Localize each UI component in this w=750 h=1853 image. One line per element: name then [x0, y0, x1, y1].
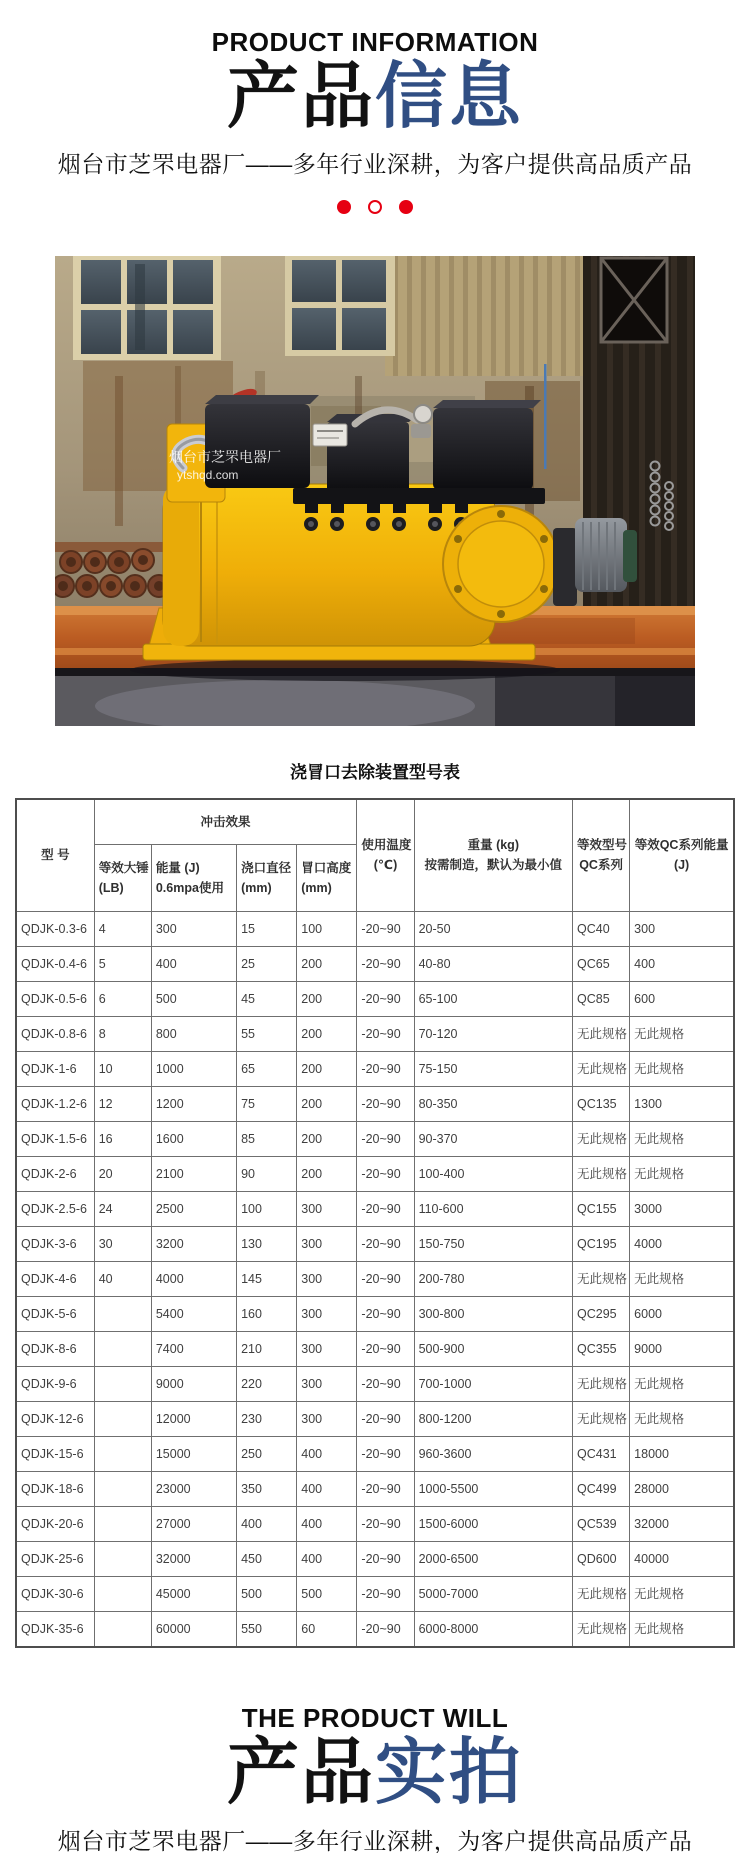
table-cell: 200 — [297, 1087, 357, 1122]
table-row — [16, 947, 734, 982]
table-cell: 450 — [237, 1542, 297, 1577]
table-cell: 800 — [151, 1017, 236, 1052]
table-cell: QDJK-0.8-6 — [16, 1017, 94, 1052]
table-row — [16, 912, 734, 947]
table-title: 浇冒口去除装置型号表 — [290, 763, 460, 783]
table-row — [16, 1087, 734, 1122]
table-cell — [94, 1507, 151, 1542]
product-photo — [55, 256, 695, 726]
table-cell: 4 — [94, 912, 151, 947]
header-energy: 能量 (J) 0.6mpa使用 — [151, 845, 236, 912]
table-cell: 3000 — [630, 1192, 734, 1227]
table-row — [16, 1437, 734, 1472]
table-cell: -20~90 — [357, 1437, 414, 1472]
table-cell: 无此规格 — [630, 1157, 734, 1192]
table-cell: QC355 — [573, 1332, 630, 1367]
header-impact-group: 冲击效果 — [94, 799, 357, 845]
table-row — [16, 1297, 734, 1332]
model-table-body — [16, 912, 734, 1648]
table-cell: QDJK-8-6 — [16, 1332, 94, 1367]
table-row — [16, 1017, 734, 1052]
table-cell: 40-80 — [414, 947, 572, 982]
table-cell: 550 — [237, 1612, 297, 1648]
table-cell: QC65 — [573, 947, 630, 982]
table-cell: QDJK-3-6 — [16, 1227, 94, 1262]
header-temp: 使用温度 (℃) — [357, 799, 414, 912]
table-cell: QDJK-9-6 — [16, 1367, 94, 1402]
table-cell: 4000 — [630, 1227, 734, 1262]
table-cell: -20~90 — [357, 1087, 414, 1122]
table-cell: QDJK-35-6 — [16, 1612, 94, 1648]
table-cell: QDJK-18-6 — [16, 1472, 94, 1507]
table-cell: QDJK-15-6 — [16, 1437, 94, 1472]
table-cell: 6000-8000 — [414, 1612, 572, 1648]
table-cell: 12000 — [151, 1402, 236, 1437]
table-cell: 24 — [94, 1192, 151, 1227]
header-qc-model: 等效型号 QC系列 — [573, 799, 630, 912]
table-cell: 5 — [94, 947, 151, 982]
table-cell: -20~90 — [357, 1192, 414, 1227]
table-cell: 无此规格 — [630, 1577, 734, 1612]
table-cell: 600 — [630, 982, 734, 1017]
table-cell: 2000-6500 — [414, 1542, 572, 1577]
table-cell: 130 — [237, 1227, 297, 1262]
table-row — [16, 1402, 734, 1437]
table-row — [16, 1542, 734, 1577]
table-cell: QDJK-25-6 — [16, 1542, 94, 1577]
table-cell: 300-800 — [414, 1297, 572, 1332]
table-cell — [94, 1297, 151, 1332]
table-cell: QDJK-1.2-6 — [16, 1087, 94, 1122]
table-cell: 350 — [237, 1472, 297, 1507]
table-cell: 70-120 — [414, 1017, 572, 1052]
table-cell: -20~90 — [357, 982, 414, 1017]
table-cell — [94, 1437, 151, 1472]
table-cell: QC195 — [573, 1227, 630, 1262]
table-cell: 300 — [297, 1227, 357, 1262]
table-cell: 6000 — [630, 1297, 734, 1332]
table-cell: 32000 — [630, 1507, 734, 1542]
table-cell: 110-600 — [414, 1192, 572, 1227]
table-cell: 60000 — [151, 1612, 236, 1648]
table-cell: 1000-5500 — [414, 1472, 572, 1507]
table-cell: 400 — [297, 1542, 357, 1577]
table-cell — [94, 1367, 151, 1402]
table-cell: -20~90 — [357, 1542, 414, 1577]
dot-filled-icon — [399, 200, 413, 214]
table-cell: QDJK-1.5-6 — [16, 1122, 94, 1157]
page-title — [0, 56, 750, 137]
table-cell: QDJK-4-6 — [16, 1262, 94, 1297]
table-cell: QDJK-2.5-6 — [16, 1192, 94, 1227]
table-cell: QC499 — [573, 1472, 630, 1507]
table-row — [16, 1227, 734, 1262]
table-cell: 12 — [94, 1087, 151, 1122]
table-cell: 200 — [297, 1052, 357, 1087]
table-cell: 无此规格 — [573, 1577, 630, 1612]
table-cell: 960-3600 — [414, 1437, 572, 1472]
table-cell: 8 — [94, 1017, 151, 1052]
table-cell: 200 — [297, 1122, 357, 1157]
table-cell: 18000 — [630, 1437, 734, 1472]
table-cell: 无此规格 — [630, 1402, 734, 1437]
table-cell: QC85 — [573, 982, 630, 1017]
table-cell: 28000 — [630, 1472, 734, 1507]
section2-title — [0, 1732, 750, 1813]
factory-slogan-2: 烟台市芝罘电器厂——多年行业深耕，为客户提供高品质产品 — [57, 1827, 693, 1853]
table-cell: 800-1200 — [414, 1402, 572, 1437]
table-cell: 400 — [297, 1472, 357, 1507]
model-spec-table — [15, 798, 735, 1648]
table-cell: 5400 — [151, 1297, 236, 1332]
table-cell — [94, 1577, 151, 1612]
table-cell: 10 — [94, 1052, 151, 1087]
table-cell: 145 — [237, 1262, 297, 1297]
table-cell: 无此规格 — [573, 1052, 630, 1087]
table-cell: QDJK-2-6 — [16, 1157, 94, 1192]
table-cell: 1300 — [630, 1087, 734, 1122]
table-cell: QDJK-0.5-6 — [16, 982, 94, 1017]
table-cell: 230 — [237, 1402, 297, 1437]
table-cell: 200 — [297, 982, 357, 1017]
table-cell: 90 — [237, 1157, 297, 1192]
table-cell: 300 — [297, 1332, 357, 1367]
table-cell: 700-1000 — [414, 1367, 572, 1402]
dot-hollow-icon — [368, 200, 382, 214]
table-cell: 250 — [237, 1437, 297, 1472]
table-cell: 65 — [237, 1052, 297, 1087]
table-cell: 65-100 — [414, 982, 572, 1017]
table-cell: QDJK-1-6 — [16, 1052, 94, 1087]
table-cell: 200 — [297, 1017, 357, 1052]
header-riser-height: 冒口高度 (mm) — [297, 845, 357, 912]
table-cell: QDJK-20-6 — [16, 1507, 94, 1542]
table-cell: 200-780 — [414, 1262, 572, 1297]
table-cell: 60 — [297, 1612, 357, 1648]
table-row — [16, 1157, 734, 1192]
section-product-information — [0, 0, 750, 214]
table-cell: -20~90 — [357, 912, 414, 947]
table-cell — [94, 1612, 151, 1648]
table-cell: 160 — [237, 1297, 297, 1332]
table-cell: 500 — [297, 1577, 357, 1612]
table-cell: QDJK-0.4-6 — [16, 947, 94, 982]
table-cell — [94, 1472, 151, 1507]
table-cell: 500 — [237, 1577, 297, 1612]
page-title-black: 产品 — [226, 56, 375, 137]
table-cell: QC295 — [573, 1297, 630, 1332]
table-cell: 1500-6000 — [414, 1507, 572, 1542]
table-cell: 2100 — [151, 1157, 236, 1192]
table-cell: 无此规格 — [573, 1612, 630, 1648]
table-cell: 无此规格 — [630, 1017, 734, 1052]
table-cell: 200 — [297, 947, 357, 982]
table-cell: 300 — [297, 1262, 357, 1297]
table-cell: 55 — [237, 1017, 297, 1052]
table-cell: 100-400 — [414, 1157, 572, 1192]
table-cell: 40 — [94, 1262, 151, 1297]
table-cell: 2500 — [151, 1192, 236, 1227]
table-cell: QC155 — [573, 1192, 630, 1227]
table-cell: 无此规格 — [573, 1157, 630, 1192]
table-cell: 45 — [237, 982, 297, 1017]
table-cell: QC135 — [573, 1087, 630, 1122]
table-cell: -20~90 — [357, 1297, 414, 1332]
table-header-row-1 — [16, 799, 734, 845]
table-cell: -20~90 — [357, 1612, 414, 1648]
table-cell: 400 — [297, 1507, 357, 1542]
eyebrow-title-en-2: THE PRODUCT WILL — [241, 1703, 509, 1734]
table-cell: -20~90 — [357, 1402, 414, 1437]
table-cell: 300 — [297, 1402, 357, 1437]
table-cell: 5000-7000 — [414, 1577, 572, 1612]
table-cell: -20~90 — [357, 1017, 414, 1052]
table-cell: -20~90 — [357, 1577, 414, 1612]
table-cell: -20~90 — [357, 1052, 414, 1087]
table-cell: 15000 — [151, 1437, 236, 1472]
table-cell: 300 — [297, 1192, 357, 1227]
table-cell: 25 — [237, 947, 297, 982]
table-cell: 210 — [237, 1332, 297, 1367]
table-cell: 无此规格 — [573, 1262, 630, 1297]
table-row — [16, 1122, 734, 1157]
table-cell: 3200 — [151, 1227, 236, 1262]
table-row — [16, 1367, 734, 1402]
table-cell: 500-900 — [414, 1332, 572, 1367]
table-row — [16, 1262, 734, 1297]
table-cell: 300 — [630, 912, 734, 947]
dot-filled-icon — [337, 200, 351, 214]
table-cell: 无此规格 — [630, 1052, 734, 1087]
eyebrow-title-en: PRODUCT INFORMATION — [211, 27, 539, 57]
table-cell: 32000 — [151, 1542, 236, 1577]
table-cell: 400 — [297, 1437, 357, 1472]
table-cell: 400 — [630, 947, 734, 982]
table-cell: 500 — [151, 982, 236, 1017]
table-cell: -20~90 — [357, 1507, 414, 1542]
table-cell: 6 — [94, 982, 151, 1017]
table-cell: 27000 — [151, 1507, 236, 1542]
table-cell: -20~90 — [357, 1332, 414, 1367]
table-cell: QD600 — [573, 1542, 630, 1577]
table-cell: -20~90 — [357, 947, 414, 982]
factory-slogan: 烟台市芝罘电器厂——多年行业深耕，为客户提供高品质产品 — [57, 151, 693, 178]
table-cell: 无此规格 — [630, 1612, 734, 1648]
table-cell: 无此规格 — [630, 1262, 734, 1297]
table-cell: 无此规格 — [573, 1122, 630, 1157]
table-cell: -20~90 — [357, 1157, 414, 1192]
header-gate-diameter: 浇口直径 (mm) — [237, 845, 297, 912]
table-cell: 7400 — [151, 1332, 236, 1367]
table-cell: 40000 — [630, 1542, 734, 1577]
table-row — [16, 1612, 734, 1648]
table-cell: 400 — [151, 947, 236, 982]
table-cell — [94, 1402, 151, 1437]
section2-title-blue: 实拍 — [375, 1732, 524, 1813]
table-cell: QC539 — [573, 1507, 630, 1542]
table-cell: 220 — [237, 1367, 297, 1402]
table-cell: QDJK-0.3-6 — [16, 912, 94, 947]
header-qc-energy: 等效QC系列能量 (J) — [630, 799, 734, 912]
table-cell: 300 — [151, 912, 236, 947]
table-cell: 9000 — [630, 1332, 734, 1367]
table-cell — [94, 1542, 151, 1577]
table-cell: 16 — [94, 1122, 151, 1157]
table-row — [16, 1192, 734, 1227]
table-cell: 无此规格 — [630, 1122, 734, 1157]
table-cell: 75 — [237, 1087, 297, 1122]
table-cell: 23000 — [151, 1472, 236, 1507]
table-cell: 400 — [237, 1507, 297, 1542]
table-cell: -20~90 — [357, 1367, 414, 1402]
table-cell: 90-370 — [414, 1122, 572, 1157]
table-row — [16, 982, 734, 1017]
page-title-blue: 信息 — [375, 56, 524, 137]
header-hammer: 等效大锤 (LB) — [94, 845, 151, 912]
table-cell: 45000 — [151, 1577, 236, 1612]
table-cell: 300 — [297, 1367, 357, 1402]
table-cell: QDJK-5-6 — [16, 1297, 94, 1332]
table-row — [16, 1472, 734, 1507]
header-model: 型 号 — [16, 799, 94, 912]
watermark-line1: 烟台市芝罘电器厂 — [169, 449, 281, 466]
table-cell: 无此规格 — [573, 1017, 630, 1052]
table-row — [16, 1577, 734, 1612]
table-cell: 200 — [297, 1157, 357, 1192]
section2-title-black: 产品 — [226, 1732, 375, 1813]
table-cell: QDJK-30-6 — [16, 1577, 94, 1612]
table-cell: 30 — [94, 1227, 151, 1262]
table-cell: QC431 — [573, 1437, 630, 1472]
table-cell: 75-150 — [414, 1052, 572, 1087]
table-cell: 100 — [237, 1192, 297, 1227]
table-row — [16, 1507, 734, 1542]
table-cell: 1000 — [151, 1052, 236, 1087]
table-cell: 20-50 — [414, 912, 572, 947]
table-row — [16, 1332, 734, 1367]
table-cell: 15 — [237, 912, 297, 947]
table-cell: 300 — [297, 1297, 357, 1332]
table-cell: 1200 — [151, 1087, 236, 1122]
table-cell: 20 — [94, 1157, 151, 1192]
table-cell: -20~90 — [357, 1262, 414, 1297]
table-row — [16, 1052, 734, 1087]
table-cell: QDJK-12-6 — [16, 1402, 94, 1437]
table-cell: 无此规格 — [573, 1367, 630, 1402]
table-cell: 4000 — [151, 1262, 236, 1297]
table-cell: -20~90 — [357, 1227, 414, 1262]
table-cell: 1600 — [151, 1122, 236, 1157]
table-cell: QC40 — [573, 912, 630, 947]
table-cell: 9000 — [151, 1367, 236, 1402]
table-cell: 85 — [237, 1122, 297, 1157]
table-cell: 100 — [297, 912, 357, 947]
table-cell: 无此规格 — [573, 1402, 630, 1437]
table-cell — [94, 1332, 151, 1367]
table-cell: 80-350 — [414, 1087, 572, 1122]
table-cell: 无此规格 — [630, 1367, 734, 1402]
watermark-line2: ytshqd.com — [177, 468, 239, 483]
table-cell: 150-750 — [414, 1227, 572, 1262]
section-product-photos — [0, 1704, 750, 1853]
table-cell: -20~90 — [357, 1472, 414, 1507]
header-weight: 重量 (kg) 按需制造，默认为最小值 — [414, 799, 572, 912]
decorative-dots — [0, 199, 750, 214]
table-cell: -20~90 — [357, 1122, 414, 1157]
